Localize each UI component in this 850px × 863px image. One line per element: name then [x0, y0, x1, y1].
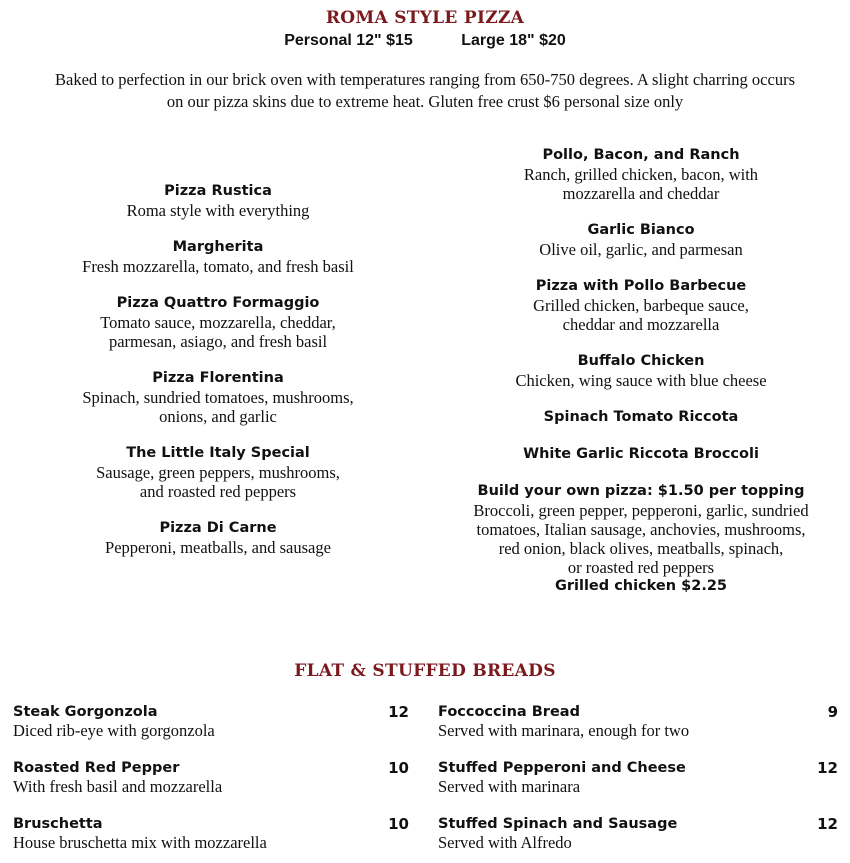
bread-name: Stuffed Spinach and Sausage — [438, 816, 678, 832]
bread-item — [438, 759, 838, 815]
size-personal: Personal 12" $15 — [284, 32, 413, 49]
pizza-right-column — [431, 146, 850, 614]
pizza-item — [431, 277, 850, 334]
pizza-item — [8, 444, 428, 501]
bread-description: With fresh basil and mozzarella — [13, 777, 223, 796]
bread-name: Stuffed Pepperoni and Cheese — [438, 760, 686, 776]
bread-description: Served with marinara — [438, 777, 581, 796]
pizza-name: Build your own pizza: $1.50 per topping — [477, 483, 805, 499]
bread-price: 12 — [817, 815, 838, 833]
pizza-left-column — [8, 182, 428, 575]
bread-description: House bruschetta mix with mozzarella — [13, 833, 267, 852]
bread-price: 12 — [388, 703, 409, 721]
bread-description: Served with marinara, enough for two — [438, 721, 690, 740]
bread-name: Steak Gorgonzola — [13, 704, 158, 720]
bread-description: Served with Alfredo — [438, 833, 572, 852]
pizza-description: Broccoli, green pepper, pepperoni, garlic, sundried tomatoes, Italian sausage, anchovies, mushrooms, red onion, black olives, meatballs, spinach, or roasted red peppers — [473, 501, 809, 577]
pizza-item — [431, 352, 850, 390]
bread-item — [13, 703, 409, 759]
bread-item — [13, 759, 409, 815]
bread-price: 12 — [817, 759, 838, 777]
pizza-item — [8, 182, 428, 220]
bread-item — [13, 815, 409, 863]
size-large: Large 18" $20 — [461, 32, 566, 49]
pizza-name: Spinach Tomato Riccota — [543, 409, 739, 425]
pizza-sizes — [0, 32, 850, 50]
pizza-description: Tomato sauce, mozzarella, cheddar, parmesan, asiago, and fresh basil — [100, 313, 336, 351]
pizza-item — [8, 369, 428, 426]
pizza-description: Ranch, grilled chicken, bacon, with mozzarella and cheddar — [523, 165, 759, 203]
pizza-name: Pollo, Bacon, and Ranch — [542, 147, 740, 163]
pizza-item — [431, 221, 850, 259]
bread-name: Foccoccina Bread — [438, 704, 580, 720]
pizza-item — [431, 445, 850, 464]
pizza-name: Pizza Di Carne — [159, 520, 277, 536]
pizza-extra: Grilled chicken $2.25 — [554, 578, 728, 594]
pizza-item — [431, 146, 850, 203]
bread-price: 9 — [827, 703, 838, 721]
pizza-item — [8, 294, 428, 351]
bread-name: Bruschetta — [13, 816, 103, 832]
breads-section-title: FLAT & STUFFED BREADS — [294, 661, 556, 681]
pizza-name: Buffalo Chicken — [577, 353, 705, 369]
bread-price: 10 — [388, 759, 409, 777]
pizza-name: White Garlic Riccota Broccoli — [523, 446, 759, 462]
pizza-description: Roma style with everything — [126, 201, 310, 220]
breads-right-column — [438, 703, 838, 863]
pizza-description: Pepperoni, meatballs, and sausage — [105, 538, 331, 557]
bread-item — [438, 703, 838, 759]
pizza-description: Olive oil, garlic, and parmesan — [539, 240, 743, 259]
bread-description: Diced rib-eye with gorgonzola — [13, 721, 215, 740]
pizza-item — [431, 408, 850, 427]
pizza-name: Garlic Bianco — [587, 222, 695, 238]
pizza-name: Pizza Rustica — [164, 183, 272, 199]
intro-line: on our pizza skins due to extreme heat. Gluten free crust $6 personal size only — [166, 92, 684, 111]
bread-price: 10 — [388, 815, 409, 833]
breads-left-column — [13, 703, 409, 863]
pizza-item — [431, 482, 850, 596]
pizza-description: Spinach, sundried tomatoes, mushrooms, onions, and garlic — [82, 388, 354, 426]
pizza-name: Margherita — [172, 239, 264, 255]
pizza-name: Pizza with Pollo Barbecue — [535, 278, 747, 294]
pizza-description: Grilled chicken, barbeque sauce, cheddar and mozzarella — [533, 296, 749, 334]
pizza-section-title: ROMA STYLE PIZZA — [325, 8, 525, 28]
intro-line: Baked to perfection in our brick oven with temperatures ranging from 650-750 degrees. A slight charring occurs — [55, 70, 795, 89]
pizza-name: Pizza Quattro Formaggio — [116, 295, 320, 311]
bread-name: Roasted Red Pepper — [13, 760, 180, 776]
pizza-description: Fresh mozzarella, tomato, and fresh basil — [82, 257, 354, 276]
pizza-name: Pizza Florentina — [152, 370, 284, 386]
pizza-item — [8, 519, 428, 557]
pizza-name: The Little Italy Special — [126, 445, 310, 461]
pizza-item — [8, 238, 428, 276]
pizza-description: Chicken, wing sauce with blue cheese — [515, 371, 767, 390]
bread-item — [438, 815, 838, 863]
pizza-description: Sausage, green peppers, mushrooms, and roasted red peppers — [96, 463, 340, 501]
pizza-intro — [0, 69, 850, 113]
